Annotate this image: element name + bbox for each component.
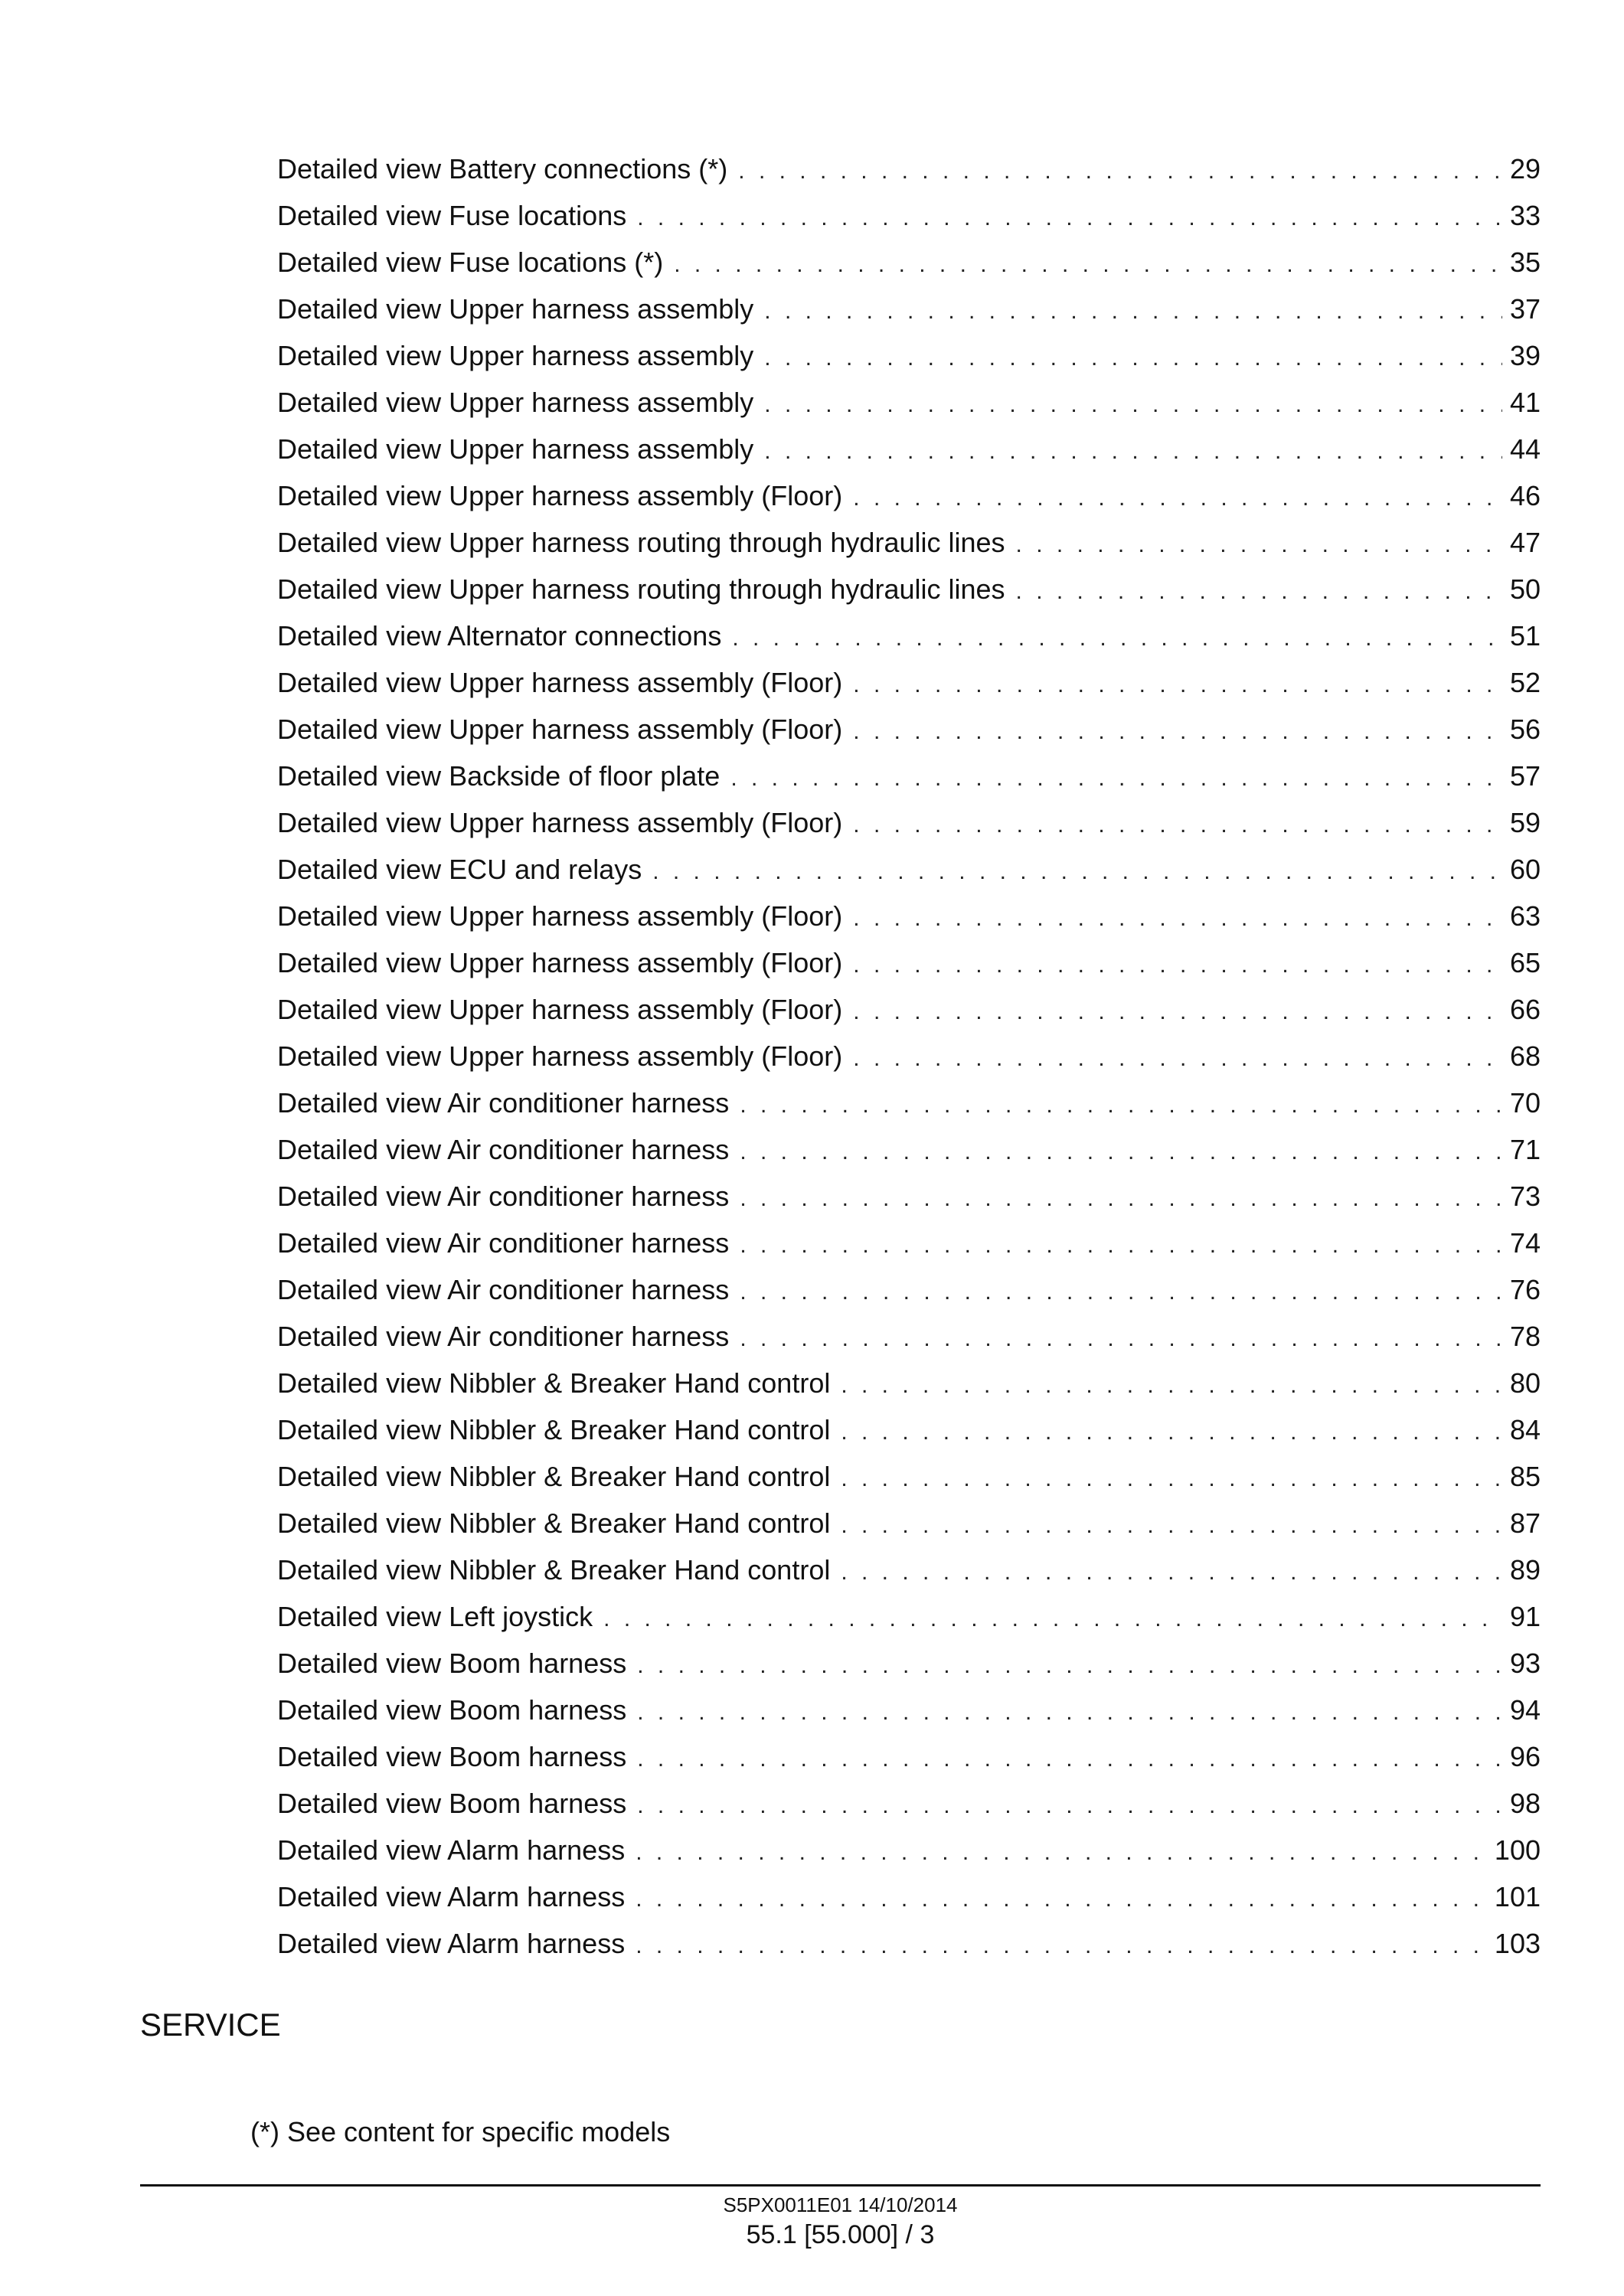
toc-entry[interactable] bbox=[277, 1360, 1541, 1406]
toc-entry[interactable] bbox=[277, 145, 1541, 192]
dot-leader bbox=[841, 1362, 1502, 1409]
toc-entry[interactable] bbox=[277, 1220, 1541, 1266]
toc-entry-page: 65 bbox=[1509, 947, 1541, 978]
dot-leader bbox=[740, 1128, 1502, 1175]
toc-entry[interactable] bbox=[277, 1313, 1541, 1360]
toc-entry[interactable] bbox=[277, 1873, 1541, 1920]
toc-entry-page: 80 bbox=[1509, 1367, 1541, 1399]
toc-entry-page: 33 bbox=[1509, 200, 1541, 231]
toc-entry-title: Detailed view Alarm harness bbox=[277, 1881, 626, 1912]
dot-leader bbox=[636, 1829, 1487, 1876]
dot-leader bbox=[740, 1269, 1502, 1315]
toc-entry-page: 96 bbox=[1509, 1741, 1541, 1772]
toc-entry-title: Detailed view Upper harness assembly (Floor) bbox=[277, 900, 843, 932]
dot-leader bbox=[636, 1876, 1487, 1922]
toc-entry-title: Detailed view Upper harness routing through hydraulic lines bbox=[277, 527, 1005, 558]
toc-entry[interactable] bbox=[277, 1640, 1541, 1687]
table-of-contents bbox=[277, 145, 1541, 1967]
toc-entry-title: Detailed view Upper harness assembly (Floor) bbox=[277, 667, 843, 698]
toc-entry-title: Detailed view Air conditioner harness bbox=[277, 1227, 730, 1259]
toc-entry[interactable] bbox=[277, 612, 1541, 659]
toc-entry[interactable] bbox=[277, 706, 1541, 753]
toc-entry-page: 71 bbox=[1509, 1134, 1541, 1165]
toc-entry-title: Detailed view Boom harness bbox=[277, 1741, 627, 1772]
toc-entry-page: 37 bbox=[1509, 293, 1541, 325]
dot-leader bbox=[1016, 521, 1502, 568]
toc-entry-page: 59 bbox=[1509, 807, 1541, 838]
dot-leader bbox=[853, 661, 1502, 708]
dot-leader bbox=[637, 194, 1502, 241]
toc-entry[interactable] bbox=[277, 893, 1541, 939]
toc-entry-title: Detailed view Boom harness bbox=[277, 1788, 627, 1819]
toc-entry[interactable] bbox=[277, 1406, 1541, 1453]
toc-entry-page: 85 bbox=[1509, 1461, 1541, 1492]
dot-leader bbox=[636, 1922, 1487, 1969]
dot-leader bbox=[764, 335, 1502, 381]
section-heading: SERVICE bbox=[140, 2007, 281, 2043]
toc-entry-page: 56 bbox=[1509, 714, 1541, 745]
toc-entry[interactable] bbox=[277, 1079, 1541, 1126]
toc-entry-title: Detailed view ECU and relays bbox=[277, 854, 642, 885]
toc-entry-title: Detailed view Alarm harness bbox=[277, 1928, 626, 1959]
toc-entry[interactable] bbox=[277, 1546, 1541, 1593]
dot-leader bbox=[841, 1455, 1502, 1502]
dot-leader bbox=[853, 475, 1502, 521]
toc-entry[interactable] bbox=[277, 1593, 1541, 1640]
toc-entry-page: 63 bbox=[1509, 900, 1541, 932]
dot-leader bbox=[853, 895, 1502, 942]
dot-leader bbox=[637, 1782, 1502, 1829]
toc-entry-page: 91 bbox=[1509, 1601, 1541, 1632]
toc-entry-page: 101 bbox=[1494, 1881, 1541, 1912]
toc-entry[interactable] bbox=[277, 799, 1541, 846]
dot-leader bbox=[764, 288, 1502, 335]
dot-leader bbox=[740, 1315, 1502, 1362]
dot-leader bbox=[764, 428, 1502, 475]
toc-entry-title: Detailed view Upper harness assembly (Floor) bbox=[277, 1040, 843, 1072]
dot-leader bbox=[841, 1549, 1502, 1595]
toc-entry-page: 94 bbox=[1509, 1694, 1541, 1726]
toc-entry-title: Detailed view Nibbler & Breaker Hand control bbox=[277, 1461, 831, 1492]
toc-entry-title: Detailed view Backside of floor plate bbox=[277, 760, 721, 792]
dot-leader bbox=[730, 755, 1502, 802]
toc-entry-title: Detailed view Upper harness assembly (Floor) bbox=[277, 994, 843, 1025]
toc-entry-page: 57 bbox=[1509, 760, 1541, 792]
toc-entry[interactable] bbox=[277, 1126, 1541, 1173]
toc-entry[interactable] bbox=[277, 379, 1541, 426]
toc-entry[interactable] bbox=[277, 239, 1541, 286]
toc-entry-page: 44 bbox=[1509, 433, 1541, 465]
toc-entry[interactable] bbox=[277, 1266, 1541, 1313]
toc-entry-title: Detailed view Air conditioner harness bbox=[277, 1321, 730, 1352]
toc-entry-title: Detailed view Air conditioner harness bbox=[277, 1087, 730, 1119]
toc-entry-page: 89 bbox=[1509, 1554, 1541, 1586]
dot-leader bbox=[853, 802, 1502, 848]
dot-leader bbox=[740, 1222, 1502, 1269]
toc-entry-page: 87 bbox=[1509, 1507, 1541, 1539]
toc-entry[interactable] bbox=[277, 286, 1541, 332]
toc-entry[interactable] bbox=[277, 1500, 1541, 1546]
toc-entry-page: 78 bbox=[1509, 1321, 1541, 1352]
toc-entry-title: Detailed view Upper harness assembly bbox=[277, 433, 754, 465]
toc-entry[interactable] bbox=[277, 472, 1541, 519]
toc-entry-page: 76 bbox=[1509, 1274, 1541, 1305]
toc-entry-title: Detailed view Upper harness assembly (Floor) bbox=[277, 807, 843, 838]
toc-entry-title: Detailed view Left joystick bbox=[277, 1601, 593, 1632]
toc-entry[interactable] bbox=[277, 939, 1541, 986]
page-number: 55.1 [55.000] / 3 bbox=[746, 2220, 935, 2249]
dot-leader bbox=[841, 1409, 1502, 1455]
toc-entry[interactable] bbox=[277, 846, 1541, 893]
toc-entry-page: 46 bbox=[1509, 480, 1541, 511]
toc-entry[interactable] bbox=[277, 426, 1541, 472]
dot-leader bbox=[764, 381, 1502, 428]
toc-entry[interactable] bbox=[277, 1173, 1541, 1220]
dot-leader bbox=[738, 148, 1502, 194]
toc-entry-title: Detailed view Nibbler & Breaker Hand control bbox=[277, 1414, 831, 1445]
toc-entry[interactable] bbox=[277, 753, 1541, 799]
toc-entry-title: Detailed view Upper harness assembly (Floor) bbox=[277, 480, 843, 511]
toc-entry-page: 47 bbox=[1509, 527, 1541, 558]
dot-leader bbox=[637, 1689, 1502, 1736]
toc-entry-page: 60 bbox=[1509, 854, 1541, 885]
toc-entry-page: 52 bbox=[1509, 667, 1541, 698]
toc-entry-title: Detailed view Nibbler & Breaker Hand control bbox=[277, 1507, 831, 1539]
toc-entry[interactable] bbox=[277, 519, 1541, 566]
dot-leader bbox=[853, 1035, 1502, 1082]
toc-entry[interactable] bbox=[277, 1033, 1541, 1079]
toc-entry-title: Detailed view Upper harness assembly (Floor) bbox=[277, 714, 843, 745]
toc-entry-title: Detailed view Alarm harness bbox=[277, 1834, 626, 1866]
toc-entry-title: Detailed view Upper harness routing through hydraulic lines bbox=[277, 573, 1005, 605]
toc-entry-title: Detailed view Nibbler & Breaker Hand control bbox=[277, 1367, 831, 1399]
toc-entry-title: Detailed view Fuse locations bbox=[277, 200, 627, 231]
toc-entry[interactable] bbox=[277, 1453, 1541, 1500]
toc-entry-page: 41 bbox=[1509, 387, 1541, 418]
dot-leader bbox=[853, 942, 1502, 988]
toc-entry-page: 66 bbox=[1509, 994, 1541, 1025]
toc-entry[interactable] bbox=[277, 986, 1541, 1033]
dot-leader bbox=[732, 615, 1502, 661]
toc-entry-title: Detailed view Boom harness bbox=[277, 1648, 627, 1679]
toc-entry-page: 70 bbox=[1509, 1087, 1541, 1119]
toc-entry[interactable] bbox=[277, 1780, 1541, 1827]
toc-entry[interactable] bbox=[277, 1687, 1541, 1733]
dot-leader bbox=[1016, 568, 1502, 615]
toc-entry[interactable] bbox=[277, 332, 1541, 379]
toc-entry-page: 98 bbox=[1509, 1788, 1541, 1819]
toc-entry-page: 39 bbox=[1509, 340, 1541, 371]
toc-entry-page: 29 bbox=[1509, 153, 1541, 185]
dot-leader bbox=[637, 1736, 1502, 1782]
toc-entry-title: Detailed view Upper harness assembly (Floor) bbox=[277, 947, 843, 978]
toc-entry-page: 93 bbox=[1509, 1648, 1541, 1679]
dot-leader bbox=[637, 1642, 1502, 1689]
toc-entry-title: Detailed view Upper harness assembly bbox=[277, 293, 754, 325]
toc-entry[interactable] bbox=[277, 1920, 1541, 1967]
toc-entry-page: 84 bbox=[1509, 1414, 1541, 1445]
dot-leader bbox=[652, 848, 1502, 895]
toc-entry[interactable] bbox=[277, 1827, 1541, 1873]
toc-entry-page: 74 bbox=[1509, 1227, 1541, 1259]
toc-entry-title: Detailed view Fuse locations (*) bbox=[277, 247, 664, 278]
toc-entry-title: Detailed view Air conditioner harness bbox=[277, 1274, 730, 1305]
toc-entry-title: Detailed view Upper harness assembly bbox=[277, 387, 754, 418]
dot-leader bbox=[603, 1595, 1502, 1642]
document-code: S5PX0011E01 14/10/2014 bbox=[723, 2193, 958, 2216]
dot-leader bbox=[841, 1502, 1502, 1549]
toc-entry-page: 68 bbox=[1509, 1040, 1541, 1072]
toc-entry[interactable] bbox=[277, 192, 1541, 239]
toc-entry[interactable] bbox=[277, 659, 1541, 706]
toc-entry-title: Detailed view Upper harness assembly bbox=[277, 340, 754, 371]
footer-divider bbox=[140, 2184, 1541, 2187]
toc-entry-title: Detailed view Air conditioner harness bbox=[277, 1134, 730, 1165]
toc-entry[interactable] bbox=[277, 1733, 1541, 1780]
toc-entry-page: 100 bbox=[1494, 1834, 1541, 1866]
toc-entry-title: Detailed view Boom harness bbox=[277, 1694, 627, 1726]
toc-entry-title: Detailed view Alternator connections bbox=[277, 620, 722, 652]
toc-entry-page: 103 bbox=[1494, 1928, 1541, 1959]
toc-entry-page: 35 bbox=[1509, 247, 1541, 278]
footnote: (*) See content for specific models bbox=[250, 2116, 671, 2147]
dot-leader bbox=[674, 241, 1502, 288]
dot-leader bbox=[853, 988, 1502, 1035]
toc-entry-title: Detailed view Air conditioner harness bbox=[277, 1181, 730, 1212]
dot-leader bbox=[740, 1082, 1502, 1128]
toc-entry-page: 51 bbox=[1509, 620, 1541, 652]
dot-leader bbox=[740, 1175, 1502, 1222]
toc-entry-title: Detailed view Battery connections (*) bbox=[277, 153, 728, 185]
toc-entry-page: 50 bbox=[1509, 573, 1541, 605]
toc-entry-page: 73 bbox=[1509, 1181, 1541, 1212]
toc-entry-title: Detailed view Nibbler & Breaker Hand control bbox=[277, 1554, 831, 1586]
toc-entry[interactable] bbox=[277, 566, 1541, 612]
dot-leader bbox=[853, 708, 1502, 755]
